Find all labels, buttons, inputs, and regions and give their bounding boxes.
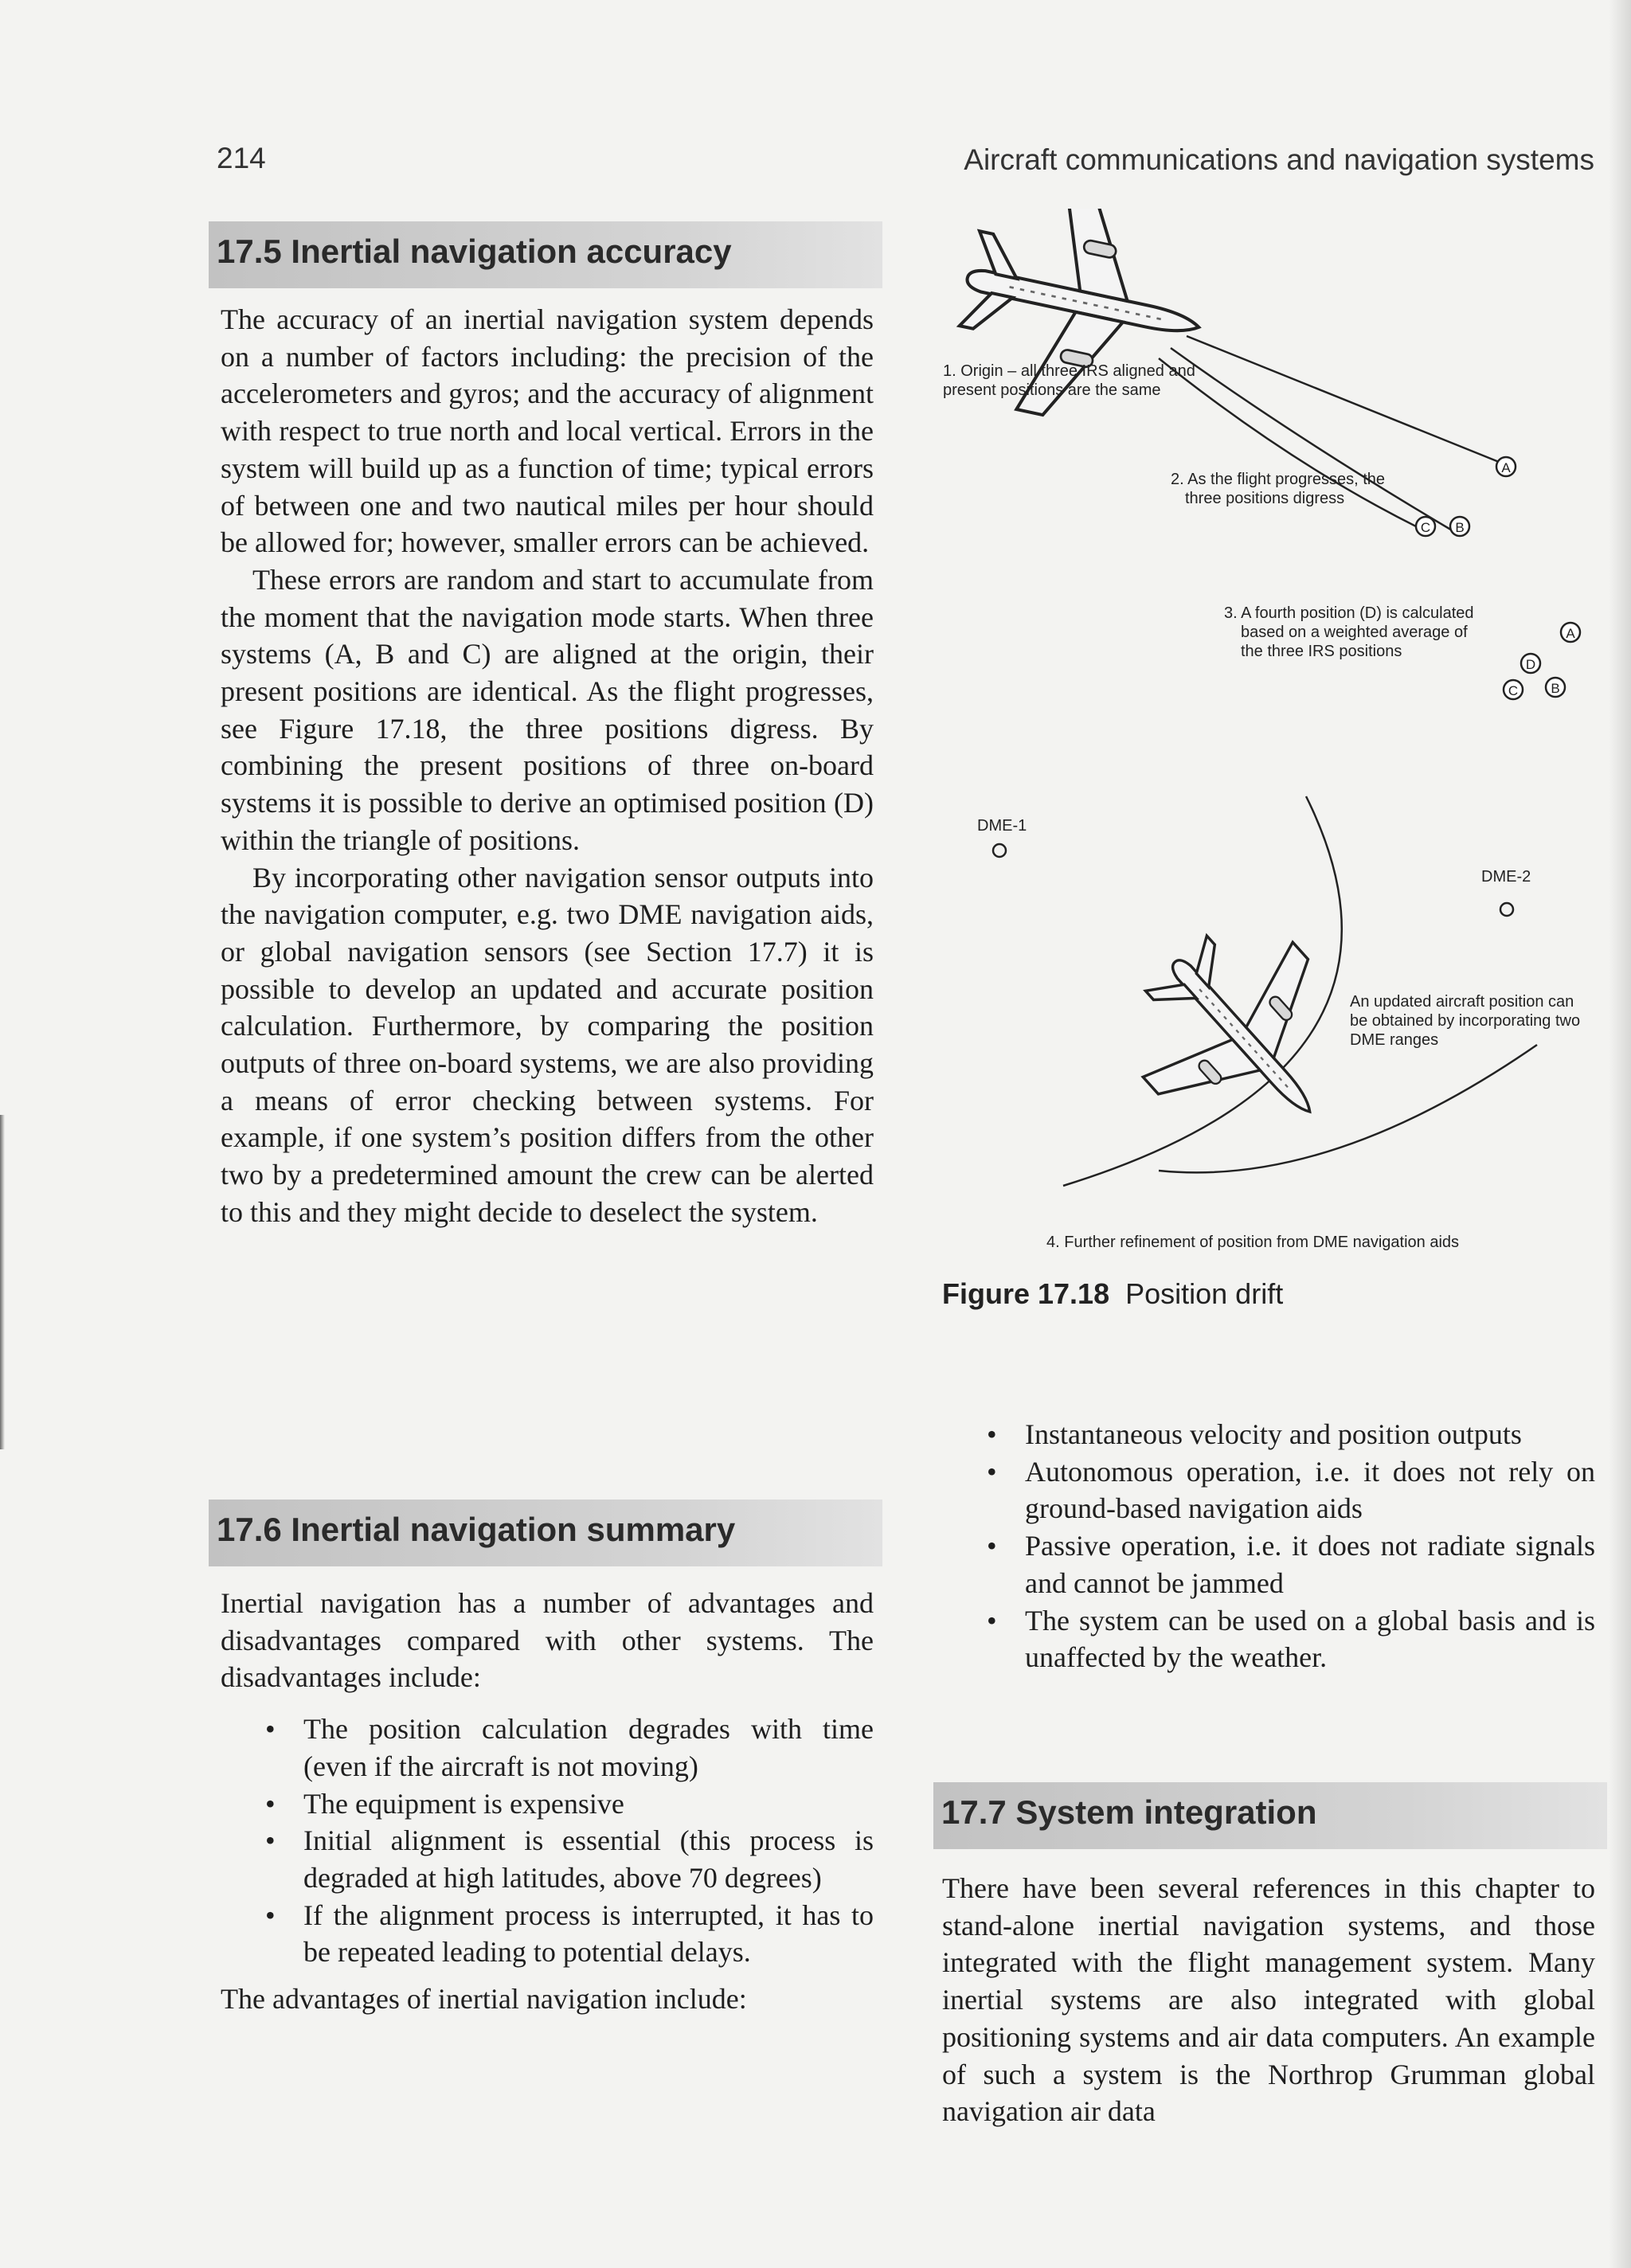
marker-c-step2 [1416, 517, 1435, 536]
marker-c-step3 [1504, 680, 1523, 699]
list-item: • The equipment is expensive [259, 1785, 874, 1823]
section-17-5-body [221, 301, 874, 1231]
track-a [1187, 336, 1499, 462]
svg-text:D: D [1525, 657, 1536, 672]
dme1-label: DME-1 [977, 817, 1027, 835]
step2-line1: 2. As the flight progresses, the [1171, 471, 1386, 488]
running-title: Aircraft communications and navigation systems [964, 143, 1594, 176]
marker-b-step2 [1450, 517, 1469, 536]
paragraph: Inertial navigation has a number of advantages and disadvantages compared with other systems. The disadvantages include: [221, 1587, 874, 1694]
marker-a-step2 [1496, 457, 1516, 476]
svg-text:C: C [1420, 520, 1431, 535]
section-17-6-body [221, 1585, 874, 2018]
list-item: • Passive operation, i.e. it does not radiate signals and cannot be jammed [980, 1527, 1595, 1601]
figure-caption [942, 1277, 1283, 1311]
paragraph: These errors are random and start to accumulate from the moment that the navigation mode starts. When three systems (A, B and C) are aligned at the origin, their present positions are identical. As the flight progresses, see Figure 17.18, the three positions digress. By combining the present positions of three on-board systems it is possible to derive an optimised position (D) within the triangle of positions. [221, 563, 874, 856]
list-item: • Initial alignment is essential (this process is degraded at high latitudes, above 70 degrees) [259, 1822, 874, 1896]
dme2-label: DME-2 [1481, 868, 1531, 886]
list-item: • Instantaneous velocity and position outputs [980, 1416, 1595, 1453]
page-number: 214 [217, 142, 266, 174]
paragraph: There have been several references in this chapter to stand-alone inertial navigation systems, and those integrated with the flight management system. Many inertial systems are also integrated with global positioning systems and air data computers. An example of such a system is the Northrop Grumman global navigation air data [942, 1872, 1595, 2128]
list-item: • The position calculation degrades with time (even if the aircraft is not moving) [259, 1711, 874, 1785]
marker-a-step3 [1561, 623, 1580, 642]
advantages-column [942, 1416, 1595, 1676]
marker-d-step3 [1521, 654, 1540, 673]
step1-line1: 1. Origin – all three IRS aligned and [943, 362, 1195, 380]
list-item: • Autonomous operation, i.e. it does not rely on ground-based navigation aids [980, 1453, 1595, 1527]
dme1-station [993, 844, 1006, 857]
svg-text:B: B [1455, 520, 1465, 535]
figure-position-drift [932, 209, 1601, 1260]
figure-title: Position drift [1125, 1277, 1284, 1310]
dme2-station [1500, 903, 1513, 916]
svg-text:A: A [1566, 626, 1575, 641]
figure-number: Figure 17.18 [942, 1277, 1110, 1310]
page-edge-shadow-left [0, 1115, 5, 1449]
page-edge-shadow-right [1609, 0, 1631, 2268]
marker-b-step3 [1546, 678, 1565, 697]
paragraph: The advantages of inertial navigation include: [221, 1983, 747, 2016]
list-item: • If the alignment process is interrupted, it has to be repeated leading to potential delays. [259, 1897, 874, 1971]
aircraft-origin [943, 209, 1223, 443]
step3-line3: the three IRS positions [1241, 643, 1402, 660]
list-item: • The system can be used on a global basis and is unaffected by the weather. [980, 1602, 1595, 1676]
advantages-list [980, 1416, 1595, 1676]
disadvantages-list [259, 1711, 874, 1971]
step4-label: 4. Further refinement of position from DME navigation aids [1046, 1234, 1460, 1251]
section-heading-17-7: 17.7 System integration [933, 1782, 1607, 1849]
paragraph: By incorporating other navigation sensor outputs into the navigation computer, e.g. two DME navigation aids, or global navigation sensors (see Section 17.7) it is possible to develop an updated and accurate position calculation. Furthermore, by comparing the position outputs of three on-board systems, we are also providing a means of error checking between systems. For example, if one system’s position differs from the other two by a predetermined amount the crew can be alerted to this and they might decide to deselect the system. [221, 861, 874, 1228]
dme-note-line1: An updated aircraft position can [1350, 993, 1574, 1011]
section-heading-17-5: 17.5 Inertial navigation accuracy [209, 221, 882, 288]
step3-line1: 3. A fourth position (D) is calculated [1224, 604, 1474, 622]
paragraph: The accuracy of an inertial navigation system depends on a number of factors including: the precision of the accelerometers and gyros; and the accuracy of alignment with respect to true north and local vertical. Errors in the system will build up as a function of time; typical errors of between one and two nautical miles per hour should be allowed for; however, smaller errors can be achieved. [221, 303, 874, 559]
svg-text:A: A [1501, 460, 1511, 475]
svg-text:B: B [1551, 681, 1560, 696]
svg-text:C: C [1508, 683, 1519, 698]
section-17-7-body [942, 1870, 1595, 2130]
section-heading-17-6: 17.6 Inertial navigation summary [209, 1500, 882, 1566]
dme-note-line3: DME ranges [1350, 1031, 1439, 1049]
step2-line2: three positions digress [1185, 490, 1345, 507]
step3-line2: based on a weighted average of [1241, 624, 1468, 641]
dme-note-line2: be obtained by incorporating two [1350, 1012, 1581, 1030]
step1-line2: present positions are the same [943, 381, 1161, 399]
